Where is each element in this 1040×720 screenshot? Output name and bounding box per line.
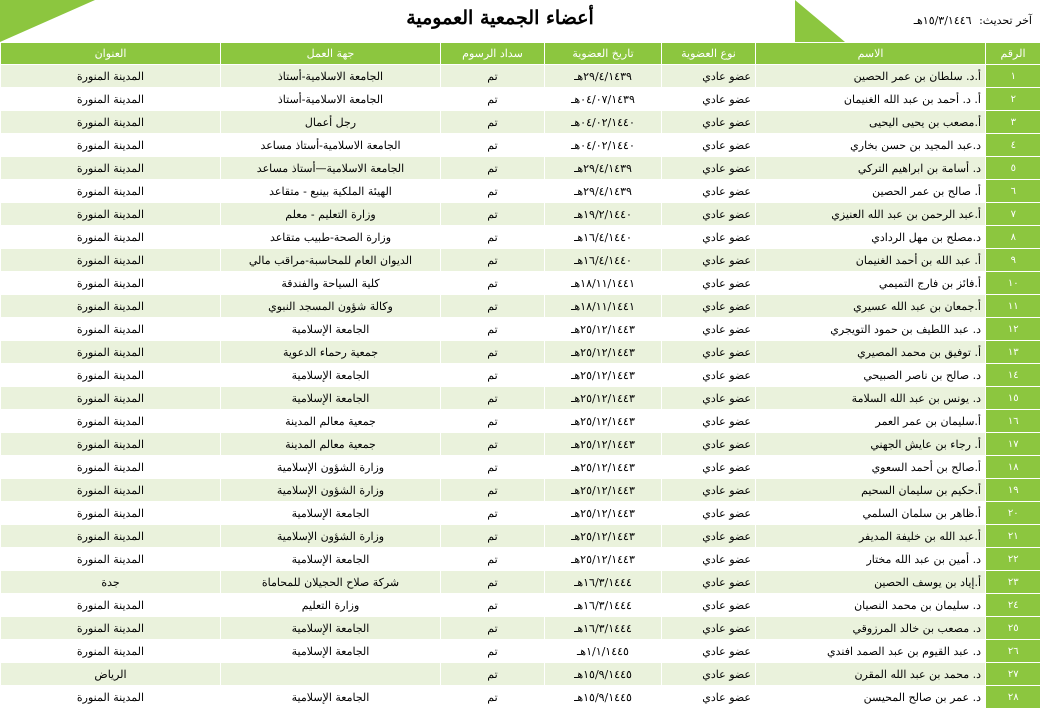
fees-status-cell: تم: [441, 272, 545, 295]
address-cell: المدينة المنورة: [1, 180, 221, 203]
membership-date-cell: ٢٥/١٢/١٤٤٣هـ: [545, 479, 662, 502]
member-name-cell: أ. توفيق بن محمد المصيري: [756, 341, 986, 364]
membership-date-cell: ٢٥/١٢/١٤٤٣هـ: [545, 548, 662, 571]
membership-type-cell: عضو عادي: [662, 594, 756, 617]
membership-type-cell: عضو عادي: [662, 571, 756, 594]
fees-status-cell: تم: [441, 433, 545, 456]
employer-cell: الجامعة الإسلامية: [221, 502, 441, 525]
member-name-cell: د.عبد المجيد بن حسن بخاري: [756, 134, 986, 157]
member-name-cell: د. سليمان بن محمد النصيان: [756, 594, 986, 617]
membership-date-cell: ٢٥/١٢/١٤٤٣هـ: [545, 341, 662, 364]
membership-date-cell: ٠٤/٠٢/١٤٤٠هـ: [545, 111, 662, 134]
column-header-name: الاسم: [756, 43, 986, 65]
member-number-cell: ٧: [986, 203, 1040, 226]
fees-status-cell: تم: [441, 203, 545, 226]
membership-type-cell: عضو عادي: [662, 364, 756, 387]
address-cell: المدينة المنورة: [1, 456, 221, 479]
fees-status-cell: تم: [441, 594, 545, 617]
membership-type-cell: عضو عادي: [662, 134, 756, 157]
membership-date-cell: ١/١/١٤٤٥هـ: [545, 640, 662, 663]
membership-type-cell: عضو عادي: [662, 157, 756, 180]
page-title: أعضاء الجمعية العمومية: [406, 7, 594, 29]
address-cell: المدينة المنورة: [1, 594, 221, 617]
member-name-cell: د.مصلح بن مهل الردادي: [756, 226, 986, 249]
table-row: [1, 134, 1040, 157]
table-row: [1, 341, 1040, 364]
member-name-cell: أ.جمعان بن عبد الله عسيري: [756, 295, 986, 318]
membership-date-cell: ١٦/٣/١٤٤٤هـ: [545, 594, 662, 617]
membership-date-cell: ٢٩/٤/١٤٣٩هـ: [545, 157, 662, 180]
member-name-cell: أ. عبد الله بن أحمد الغنيمان: [756, 249, 986, 272]
table-row: [1, 548, 1040, 571]
member-number-cell: ١١: [986, 295, 1040, 318]
address-cell: المدينة المنورة: [1, 226, 221, 249]
membership-type-cell: عضو عادي: [662, 686, 756, 709]
member-number-cell: ١٣: [986, 341, 1040, 364]
member-name-cell: أ.إياد بن يوسف الحصين: [756, 571, 986, 594]
membership-type-cell: عضو عادي: [662, 617, 756, 640]
member-number-cell: ١٦: [986, 410, 1040, 433]
table-row: [1, 180, 1040, 203]
fees-status-cell: تم: [441, 111, 545, 134]
employer-cell: الجامعة الإسلامية: [221, 617, 441, 640]
member-name-cell: د. عبد القيوم بن عبد الصمد افندي: [756, 640, 986, 663]
fees-status-cell: تم: [441, 456, 545, 479]
employer-cell: جمعية معالم المدينة: [221, 433, 441, 456]
membership-type-cell: عضو عادي: [662, 226, 756, 249]
member-name-cell: د. أسامة بن ابراهيم التركي: [756, 157, 986, 180]
address-cell: المدينة المنورة: [1, 387, 221, 410]
address-cell: المدينة المنورة: [1, 433, 221, 456]
address-cell: المدينة المنورة: [1, 410, 221, 433]
membership-date-cell: ٢٥/١٢/١٤٤٣هـ: [545, 410, 662, 433]
employer-cell: وزارة التعليم: [221, 594, 441, 617]
fees-status-cell: تم: [441, 249, 545, 272]
member-number-cell: ١٩: [986, 479, 1040, 502]
table-row: [1, 249, 1040, 272]
fees-status-cell: تم: [441, 157, 545, 180]
member-number-cell: ١٧: [986, 433, 1040, 456]
member-number-cell: ٢: [986, 88, 1040, 111]
fees-status-cell: تم: [441, 318, 545, 341]
fees-status-cell: تم: [441, 88, 545, 111]
table-row: [1, 686, 1040, 709]
address-cell: المدينة المنورة: [1, 502, 221, 525]
employer-cell: الجامعة الاسلامية—أستاذ مساعد: [221, 157, 441, 180]
membership-date-cell: ١٦/٣/١٤٤٤هـ: [545, 617, 662, 640]
membership-date-cell: ٢٥/١٢/١٤٤٣هـ: [545, 456, 662, 479]
member-number-cell: ٢١: [986, 525, 1040, 548]
table-row: [1, 433, 1040, 456]
address-cell: المدينة المنورة: [1, 134, 221, 157]
fees-status-cell: تم: [441, 295, 545, 318]
employer-cell: الجامعة الاسلامية-أستاذ: [221, 88, 441, 111]
member-name-cell: د. يونس بن عبد الله السلامة: [756, 387, 986, 410]
address-cell: الرياض: [1, 663, 221, 686]
column-header-membership-date: تاريخ العضوية: [545, 43, 662, 65]
member-number-cell: ٢٠: [986, 502, 1040, 525]
employer-cell: جمعية رحماء الدعوية: [221, 341, 441, 364]
employer-cell: وزارة التعليم - معلم: [221, 203, 441, 226]
member-number-cell: ٣: [986, 111, 1040, 134]
employer-cell: وكالة شؤون المسجد النبوي: [221, 295, 441, 318]
employer-cell: الجامعة الاسلامية-أستاذ مساعد: [221, 134, 441, 157]
member-name-cell: د. محمد بن عبد الله المقرن: [756, 663, 986, 686]
membership-date-cell: ٢٥/١٢/١٤٤٣هـ: [545, 502, 662, 525]
membership-date-cell: ٢٥/١٢/١٤٤٣هـ: [545, 525, 662, 548]
header-banner: [0, 0, 1040, 42]
member-name-cell: د. عمر بن صالح المحيسن: [756, 686, 986, 709]
last-updated-date: ١٥/٣/١٤٤٦هـ: [913, 14, 972, 27]
member-name-cell: أ.سليمان بن عمر العمر: [756, 410, 986, 433]
membership-type-cell: عضو عادي: [662, 65, 756, 88]
membership-type-cell: عضو عادي: [662, 295, 756, 318]
member-number-cell: ٢٢: [986, 548, 1040, 571]
address-cell: المدينة المنورة: [1, 617, 221, 640]
table-row: [1, 111, 1040, 134]
employer-cell: جمعية معالم المدينة: [221, 410, 441, 433]
table-header-row: [1, 43, 1040, 65]
member-number-cell: ٢٥: [986, 617, 1040, 640]
fees-status-cell: تم: [441, 663, 545, 686]
address-cell: المدينة المنورة: [1, 203, 221, 226]
member-number-cell: ٢٤: [986, 594, 1040, 617]
member-name-cell: أ.د. سلطان بن عمر الحصين: [756, 65, 986, 88]
fees-status-cell: تم: [441, 548, 545, 571]
membership-date-cell: ٢٥/١٢/١٤٤٣هـ: [545, 364, 662, 387]
membership-date-cell: ١٨/١١/١٤٤١هـ: [545, 295, 662, 318]
membership-type-cell: عضو عادي: [662, 502, 756, 525]
address-cell: المدينة المنورة: [1, 341, 221, 364]
member-number-cell: ١: [986, 65, 1040, 88]
member-number-cell: ٢٨: [986, 686, 1040, 709]
employer-cell: وزارة الشؤون الإسلامية: [221, 479, 441, 502]
address-cell: المدينة المنورة: [1, 249, 221, 272]
fees-status-cell: تم: [441, 640, 545, 663]
table-row: [1, 663, 1040, 686]
column-header-employer: جهة العمل: [221, 43, 441, 65]
employer-cell: رجل أعمال: [221, 111, 441, 134]
fees-status-cell: تم: [441, 180, 545, 203]
membership-type-cell: عضو عادي: [662, 318, 756, 341]
membership-type-cell: عضو عادي: [662, 456, 756, 479]
member-number-cell: ١٨: [986, 456, 1040, 479]
member-number-cell: ١٠: [986, 272, 1040, 295]
address-cell: المدينة المنورة: [1, 111, 221, 134]
address-cell: المدينة المنورة: [1, 640, 221, 663]
membership-date-cell: ١٥/٩/١٤٤٥هـ: [545, 663, 662, 686]
membership-date-cell: ٠٤/٠٧/١٤٣٩هـ: [545, 88, 662, 111]
table-row: [1, 88, 1040, 111]
fees-status-cell: تم: [441, 364, 545, 387]
membership-date-cell: ١٦/٤/١٤٤٠هـ: [545, 226, 662, 249]
fees-status-cell: تم: [441, 686, 545, 709]
last-updated: [910, 14, 1032, 27]
employer-cell: الجامعة الإسلامية: [221, 318, 441, 341]
membership-type-cell: عضو عادي: [662, 479, 756, 502]
membership-date-cell: ٢٩/٤/١٤٣٩هـ: [545, 180, 662, 203]
membership-date-cell: ١٦/٣/١٤٤٤هـ: [545, 571, 662, 594]
table-row: [1, 571, 1040, 594]
member-name-cell: أ.ظاهر بن سلمان السلمي: [756, 502, 986, 525]
member-name-cell: د. عبد اللطيف بن حمود التويجري: [756, 318, 986, 341]
table-row: [1, 364, 1040, 387]
employer-cell: الجامعة الإسلامية: [221, 686, 441, 709]
table-row: [1, 479, 1040, 502]
fees-status-cell: تم: [441, 134, 545, 157]
employer-cell: وزارة الشؤون الإسلامية: [221, 456, 441, 479]
membership-date-cell: ٢٥/١٢/١٤٤٣هـ: [545, 387, 662, 410]
employer-cell: الجامعة الاسلامية-أستاذ: [221, 65, 441, 88]
member-number-cell: ٩: [986, 249, 1040, 272]
table-row: [1, 226, 1040, 249]
employer-cell: الجامعة الإسلامية: [221, 387, 441, 410]
member-name-cell: أ.صالح بن أحمد السعوي: [756, 456, 986, 479]
decor-triangle-left: [0, 0, 95, 42]
membership-type-cell: عضو عادي: [662, 410, 756, 433]
employer-cell: الديوان العام للمحاسبة-مراقب مالي: [221, 249, 441, 272]
member-number-cell: ٢٣: [986, 571, 1040, 594]
address-cell: المدينة المنورة: [1, 548, 221, 571]
membership-type-cell: عضو عادي: [662, 548, 756, 571]
table-row: [1, 617, 1040, 640]
table-row: [1, 410, 1040, 433]
column-header-fees-paid: سداد الرسوم: [441, 43, 545, 65]
member-name-cell: د. مصعب بن خالد المرزوقي: [756, 617, 986, 640]
address-cell: المدينة المنورة: [1, 525, 221, 548]
fees-status-cell: تم: [441, 226, 545, 249]
member-number-cell: ٢٦: [986, 640, 1040, 663]
employer-cell: [221, 663, 441, 686]
address-cell: المدينة المنورة: [1, 686, 221, 709]
decor-triangle-right: [795, 0, 845, 42]
membership-type-cell: عضو عادي: [662, 663, 756, 686]
fees-status-cell: تم: [441, 617, 545, 640]
member-name-cell: د. صالح بن ناصر الصبيحي: [756, 364, 986, 387]
membership-date-cell: ٢٥/١٢/١٤٤٣هـ: [545, 433, 662, 456]
membership-type-cell: عضو عادي: [662, 341, 756, 364]
address-cell: المدينة المنورة: [1, 157, 221, 180]
table-row: [1, 65, 1040, 88]
membership-type-cell: عضو عادي: [662, 203, 756, 226]
membership-date-cell: ١٩/٢/١٤٤٠هـ: [545, 203, 662, 226]
member-name-cell: أ. د. أحمد بن عبد الله الغنيمان: [756, 88, 986, 111]
member-name-cell: أ.فائز بن فارج التميمي: [756, 272, 986, 295]
fees-status-cell: تم: [441, 410, 545, 433]
member-name-cell: أ. صالح بن عمر الحصين: [756, 180, 986, 203]
fees-status-cell: تم: [441, 341, 545, 364]
table-row: [1, 157, 1040, 180]
address-cell: المدينة المنورة: [1, 65, 221, 88]
column-header-number: الرقم: [986, 43, 1040, 65]
member-number-cell: ٢٧: [986, 663, 1040, 686]
member-name-cell: أ.عبد الرحمن بن عبد الله العنيزي: [756, 203, 986, 226]
table-row: [1, 594, 1040, 617]
member-name-cell: أ. رجاء بن عايش الجهني: [756, 433, 986, 456]
membership-type-cell: عضو عادي: [662, 180, 756, 203]
members-table: [0, 42, 1040, 709]
membership-type-cell: عضو عادي: [662, 525, 756, 548]
membership-type-cell: عضو عادي: [662, 111, 756, 134]
member-number-cell: ٦: [986, 180, 1040, 203]
table-row: [1, 640, 1040, 663]
member-name-cell: أ.مصعب بن يحيى اليحيى: [756, 111, 986, 134]
last-updated-label: آخر تحديث:: [979, 14, 1032, 27]
member-number-cell: ٥: [986, 157, 1040, 180]
column-header-membership-type: نوع العضوية: [662, 43, 756, 65]
table-row: [1, 295, 1040, 318]
membership-date-cell: ١٦/٤/١٤٤٠هـ: [545, 249, 662, 272]
table-row: [1, 318, 1040, 341]
address-cell: جدة: [1, 571, 221, 594]
membership-date-cell: ١٨/١١/١٤٤١هـ: [545, 272, 662, 295]
employer-cell: شركة صلاح الحجيلان للمحاماة: [221, 571, 441, 594]
fees-status-cell: تم: [441, 387, 545, 410]
membership-type-cell: عضو عادي: [662, 88, 756, 111]
membership-date-cell: ٠٤/٠٢/١٤٤٠هـ: [545, 134, 662, 157]
table-row: [1, 203, 1040, 226]
table-row: [1, 502, 1040, 525]
employer-cell: وزارة الصحة-طبيب متقاعد: [221, 226, 441, 249]
employer-cell: الجامعة الإسلامية: [221, 548, 441, 571]
address-cell: المدينة المنورة: [1, 479, 221, 502]
fees-status-cell: تم: [441, 65, 545, 88]
employer-cell: الجامعة الإسلامية: [221, 364, 441, 387]
member-number-cell: ١٢: [986, 318, 1040, 341]
fees-status-cell: تم: [441, 479, 545, 502]
member-number-cell: ١٤: [986, 364, 1040, 387]
employer-cell: وزارة الشؤون الإسلامية: [221, 525, 441, 548]
member-number-cell: ٤: [986, 134, 1040, 157]
fees-status-cell: تم: [441, 502, 545, 525]
address-cell: المدينة المنورة: [1, 88, 221, 111]
membership-type-cell: عضو عادي: [662, 433, 756, 456]
table-row: [1, 525, 1040, 548]
table-body: [1, 65, 1040, 709]
membership-type-cell: عضو عادي: [662, 640, 756, 663]
fees-status-cell: تم: [441, 525, 545, 548]
address-cell: المدينة المنورة: [1, 295, 221, 318]
address-cell: المدينة المنورة: [1, 364, 221, 387]
employer-cell: الجامعة الإسلامية: [221, 640, 441, 663]
employer-cell: الهيئة الملكية بينبع - متقاعد: [221, 180, 441, 203]
member-name-cell: أ.حكيم بن سليمان السحيم: [756, 479, 986, 502]
membership-type-cell: عضو عادي: [662, 387, 756, 410]
membership-date-cell: ٢٥/١٢/١٤٤٣هـ: [545, 318, 662, 341]
column-header-address: العنوان: [1, 43, 221, 65]
membership-date-cell: ١٥/٩/١٤٤٥هـ: [545, 686, 662, 709]
table-row: [1, 387, 1040, 410]
table-row: [1, 456, 1040, 479]
table-row: [1, 272, 1040, 295]
membership-type-cell: عضو عادي: [662, 249, 756, 272]
employer-cell: كلية السياحة والفندقة: [221, 272, 441, 295]
member-name-cell: د. أمين بن عبد الله مختار: [756, 548, 986, 571]
membership-type-cell: عضو عادي: [662, 272, 756, 295]
member-name-cell: أ.عبد الله بن خليفة المديفر: [756, 525, 986, 548]
member-number-cell: ٨: [986, 226, 1040, 249]
address-cell: المدينة المنورة: [1, 272, 221, 295]
membership-date-cell: ٢٩/٤/١٤٣٩هـ: [545, 65, 662, 88]
fees-status-cell: تم: [441, 571, 545, 594]
member-number-cell: ١٥: [986, 387, 1040, 410]
address-cell: المدينة المنورة: [1, 318, 221, 341]
